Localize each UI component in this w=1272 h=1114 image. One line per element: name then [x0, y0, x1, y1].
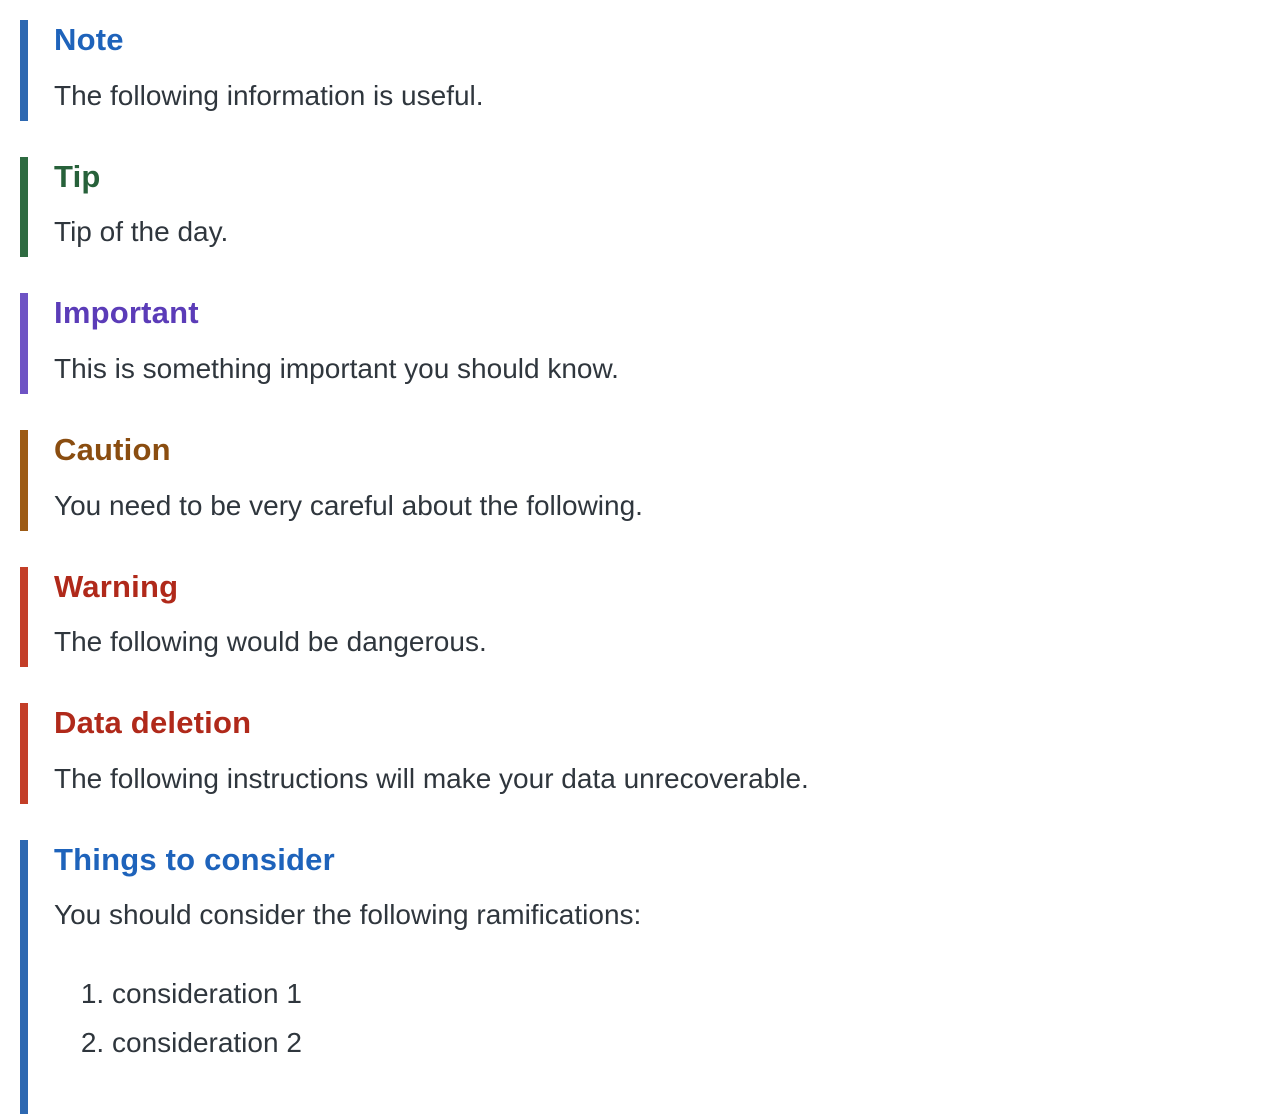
admonition-things-to-consider-title: Things to consider [54, 841, 335, 877]
admonition-data-deletion-title: Data deletion [54, 705, 252, 741]
admonition-caution-body: You need to be very careful about the following. [54, 489, 643, 521]
admonition-important-body: This is something important you should know. [54, 352, 619, 384]
admonition-important [20, 293, 1272, 394]
admonition-note [20, 20, 1272, 121]
admonition-tip [20, 157, 1272, 258]
list-item: 2. consideration 2 [112, 1025, 1272, 1060]
admonition-note-title: Note [54, 22, 124, 57]
admonition-caution [20, 430, 1272, 531]
admonition-tip-body: Tip of the day. [54, 216, 229, 248]
admonition-things-to-consider-body: You should consider the following ramifications: [54, 899, 642, 931]
admonition-warning [20, 567, 1272, 668]
admonition-warning-title: Warning [54, 568, 179, 604]
admonition-tip-title: Tip [54, 158, 101, 194]
admonition-data-deletion [20, 703, 1272, 804]
admonition-warning-body: The following would be dangerous. [54, 626, 487, 658]
admonition-caution-title: Caution [54, 431, 171, 467]
admonition-data-deletion-body: The following instructions will make your data unrecoverable. [54, 762, 809, 794]
ordered-list [54, 976, 1272, 1060]
admonitions-page [20, 20, 1272, 1114]
admonition-things-to-consider [20, 840, 1272, 1114]
admonition-note-body: The following information is useful. [54, 79, 484, 111]
admonition-important-title: Important [54, 295, 199, 331]
list-item: 1. consideration 1 [112, 976, 1272, 1011]
